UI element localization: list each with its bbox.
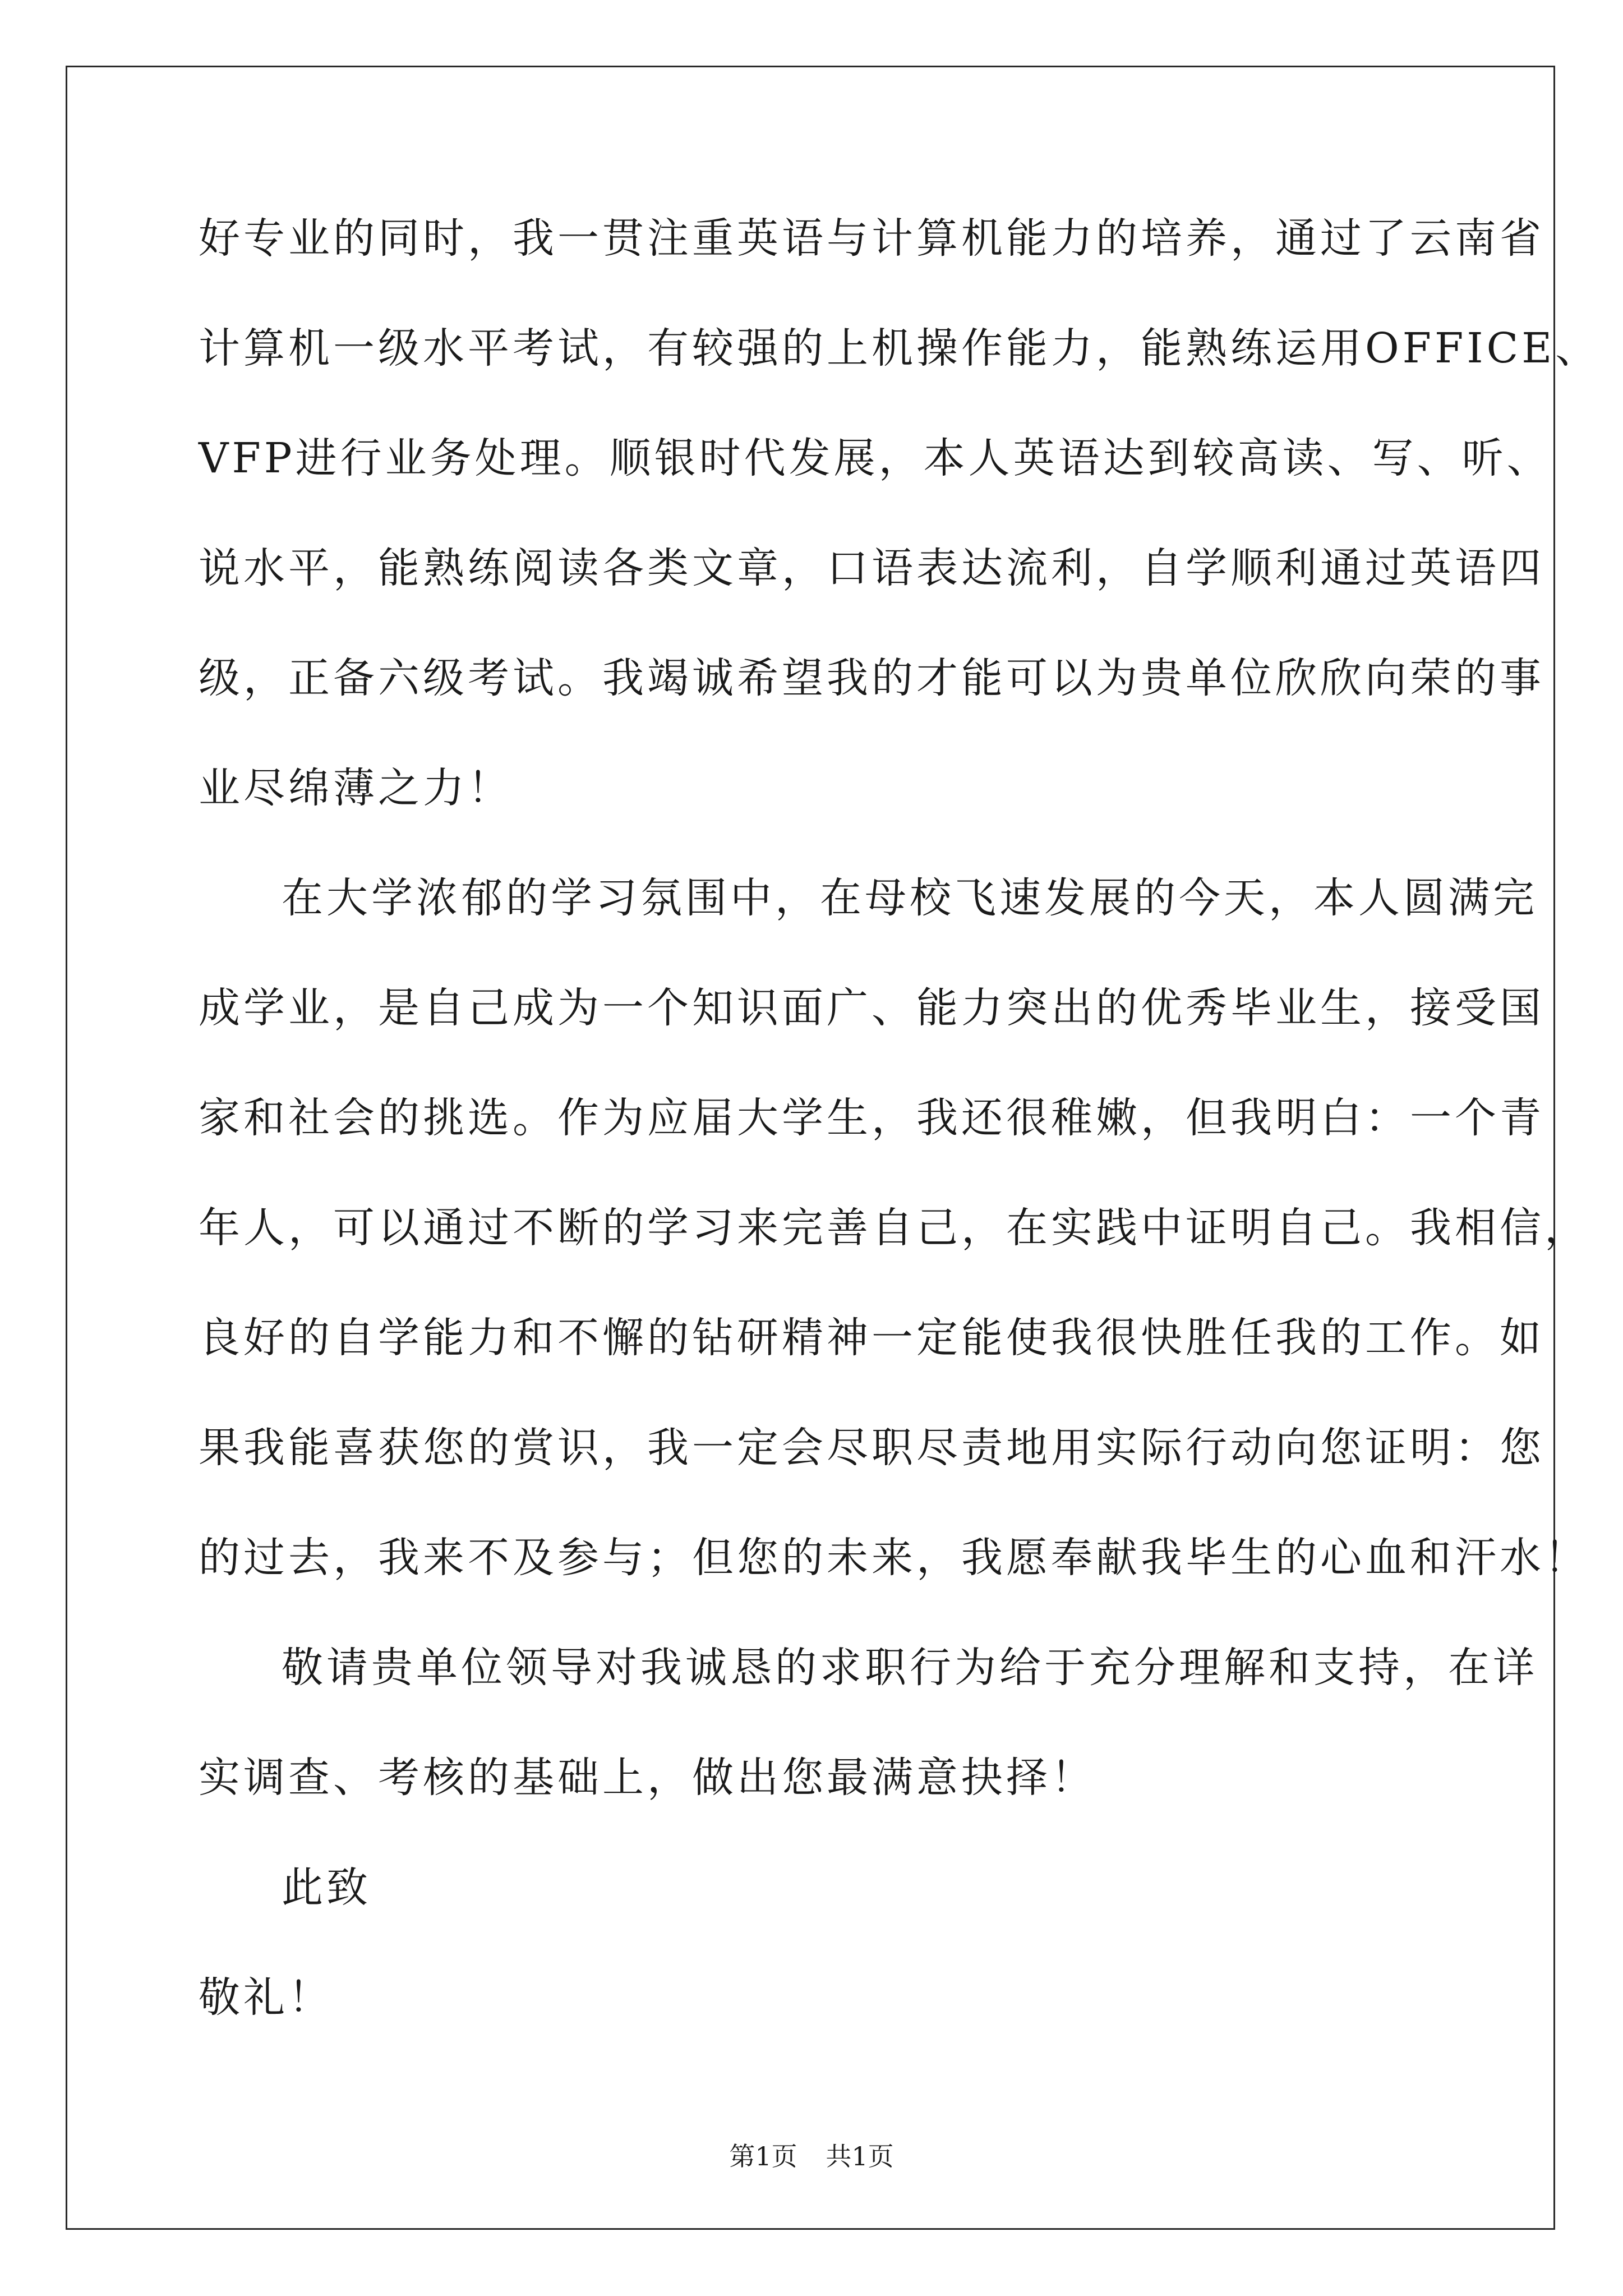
body-line-8: 成学业，是自己成为一个知识面广、能力突出的优秀毕业生，接受国: [199, 984, 1544, 1032]
body-line-7: 在大学浓郁的学习氛围中，在母校飞速发展的今天，本人圆满完: [282, 874, 1538, 922]
body-line-3: VFP进行业务处理。顺银时代发展，本人英语达到较高读、写、听、: [199, 434, 1552, 482]
body-line-11: 良好的自学能力和不懈的钻研精神一定能使我很快胜任我的工作。如: [199, 1314, 1544, 1362]
body-line-10: 年人，可以通过不断的学习来完善自己，在实践中证明自己。我相信，: [199, 1204, 1589, 1252]
body-line-4: 说水平，能熟练阅读各类文章，口语表达流利，自学顺利通过英语四: [199, 544, 1544, 592]
closing-regards: 敬礼！: [199, 1973, 333, 2022]
page-number: 第1页: [729, 2141, 797, 2171]
body-line-5: 级，正备六级考试。我竭诚希望我的才能可以为贵单位欣欣向荣的事: [199, 654, 1544, 702]
page-total: 共1页: [826, 2141, 894, 2171]
body-line-15: 实调查、考核的基础上，做出您最满意抉择！: [199, 1754, 1096, 1802]
body-line-9: 家和社会的挑选。作为应届大学生，我还很稚嫩，但我明白：一个青: [199, 1094, 1544, 1142]
letter-body: [199, 210, 1601, 2079]
body-line-14: 敬请贵单位领导对我诚恳的求职行为给于充分理解和支持，在详: [282, 1644, 1538, 1692]
body-line-12: 果我能喜获您的赏识，我一定会尽职尽责地用实际行动向您证明：您: [199, 1424, 1544, 1472]
body-line-1: 好专业的同时，我一贯注重英语与计算机能力的培养，通过了云南省: [199, 214, 1544, 263]
closing-salutation: 此致: [282, 1864, 371, 1912]
body-line-2: 计算机一级水平考试，有较强的上机操作能力，能熟练运用OFFICE、: [199, 324, 1601, 372]
page-footer: [0, 2136, 1623, 2173]
body-line-6: 业尽绵薄之力！: [199, 764, 513, 812]
body-line-13: 的过去，我来不及参与；但您的未来，我愿奉献我毕生的心血和汗水！: [199, 1534, 1589, 1582]
